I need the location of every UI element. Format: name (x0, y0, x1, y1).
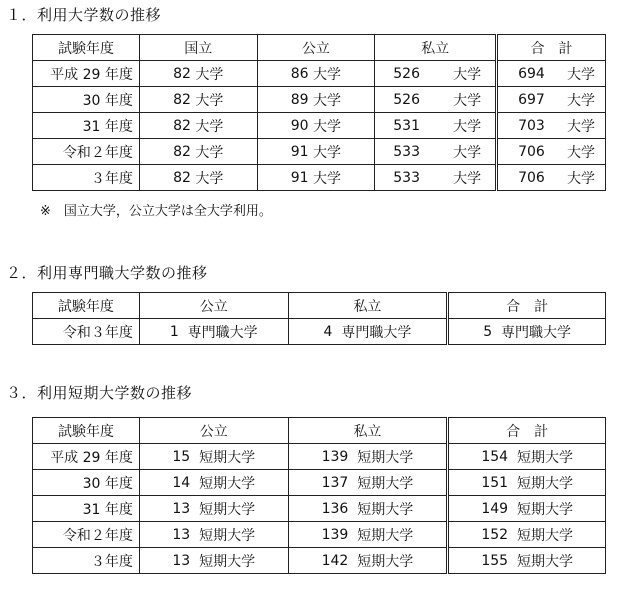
public-cell: 91 大学 (257, 165, 375, 191)
total-cell: 152 短期大学 (448, 522, 606, 548)
header-public: 公立 (139, 418, 288, 444)
public-cell: 13 短期大学 (139, 548, 288, 574)
total-cell: 151 短期大学 (448, 470, 606, 496)
national-cell: 82 大学 (139, 113, 257, 139)
total-cell: 154 短期大学 (448, 444, 606, 470)
junior-college-table (32, 417, 606, 574)
header-total: 合 計 (497, 35, 606, 61)
total-cell: 706 大学 (497, 139, 606, 165)
section-1-title: １．利用大学数の推移 (6, 6, 162, 24)
total-cell: 706 大学 (497, 165, 606, 191)
total-cell: 5 専門職大学 (448, 319, 606, 345)
year-cell: ３年度 (33, 165, 140, 191)
table-row (33, 522, 606, 548)
public-cell: 13 短期大学 (139, 496, 288, 522)
public-cell: 89 大学 (257, 87, 375, 113)
header-private: 私立 (288, 418, 448, 444)
header-year: 試験年度 (33, 35, 140, 61)
national-cell: 82 大学 (139, 61, 257, 87)
year-cell: 31 年度 (33, 496, 140, 522)
table-row (33, 496, 606, 522)
private-cell: 139 短期大学 (288, 444, 448, 470)
total-cell: 697 大学 (497, 87, 606, 113)
private-cell: 531 大学 (375, 113, 497, 139)
header-public: 公立 (139, 293, 288, 319)
public-cell: 90 大学 (257, 113, 375, 139)
header-private: 私立 (288, 293, 448, 319)
private-cell: 533 大学 (375, 139, 497, 165)
table-row (33, 87, 606, 113)
section-2-title: ２．利用専門職大学数の推移 (6, 264, 208, 282)
year-cell: 令和２年度 (33, 522, 140, 548)
table-row (33, 165, 606, 191)
table-row (33, 319, 606, 345)
year-cell: 平成 29 年度 (33, 444, 140, 470)
total-cell: 155 短期大学 (448, 548, 606, 574)
total-cell: 149 短期大学 (448, 496, 606, 522)
year-cell: 令和３年度 (33, 319, 140, 345)
public-cell: 13 短期大学 (139, 522, 288, 548)
private-cell: 533 大学 (375, 165, 497, 191)
national-cell: 82 大学 (139, 139, 257, 165)
year-cell: 令和２年度 (33, 139, 140, 165)
public-cell: 15 短期大学 (139, 444, 288, 470)
table-row (33, 139, 606, 165)
year-cell: 30 年度 (33, 87, 140, 113)
table-row (33, 548, 606, 574)
total-cell: 694 大学 (497, 61, 606, 87)
header-year: 試験年度 (33, 418, 140, 444)
private-cell: 526 大学 (375, 61, 497, 87)
public-cell: 1 専門職大学 (139, 319, 288, 345)
professional-university-table (32, 292, 606, 345)
private-cell: 136 短期大学 (288, 496, 448, 522)
table-header-row (33, 35, 606, 61)
year-cell: 30 年度 (33, 470, 140, 496)
year-cell: ３年度 (33, 548, 140, 574)
table-row (33, 470, 606, 496)
footnote: ※ 国立大学，公立大学は全大学利用。 (40, 204, 272, 219)
header-total: 合 計 (448, 293, 606, 319)
private-cell: 4 専門職大学 (288, 319, 448, 345)
table-row (33, 113, 606, 139)
public-cell: 14 短期大学 (139, 470, 288, 496)
header-public: 公立 (257, 35, 375, 61)
year-cell: 31 年度 (33, 113, 140, 139)
university-count-table (32, 34, 606, 191)
section-3-title: ３．利用短期大学数の推移 (6, 384, 193, 402)
header-private: 私立 (375, 35, 497, 61)
table-row (33, 444, 606, 470)
national-cell: 82 大学 (139, 87, 257, 113)
header-year: 試験年度 (33, 293, 140, 319)
header-total: 合 計 (448, 418, 606, 444)
header-national: 国立 (139, 35, 257, 61)
total-cell: 703 大学 (497, 113, 606, 139)
private-cell: 526 大学 (375, 87, 497, 113)
private-cell: 137 短期大学 (288, 470, 448, 496)
table-header-row (33, 418, 606, 444)
table-row (33, 61, 606, 87)
national-cell: 82 大学 (139, 165, 257, 191)
public-cell: 91 大学 (257, 139, 375, 165)
private-cell: 142 短期大学 (288, 548, 448, 574)
year-cell: 平成 29 年度 (33, 61, 140, 87)
table-header-row (33, 293, 606, 319)
private-cell: 139 短期大学 (288, 522, 448, 548)
public-cell: 86 大学 (257, 61, 375, 87)
